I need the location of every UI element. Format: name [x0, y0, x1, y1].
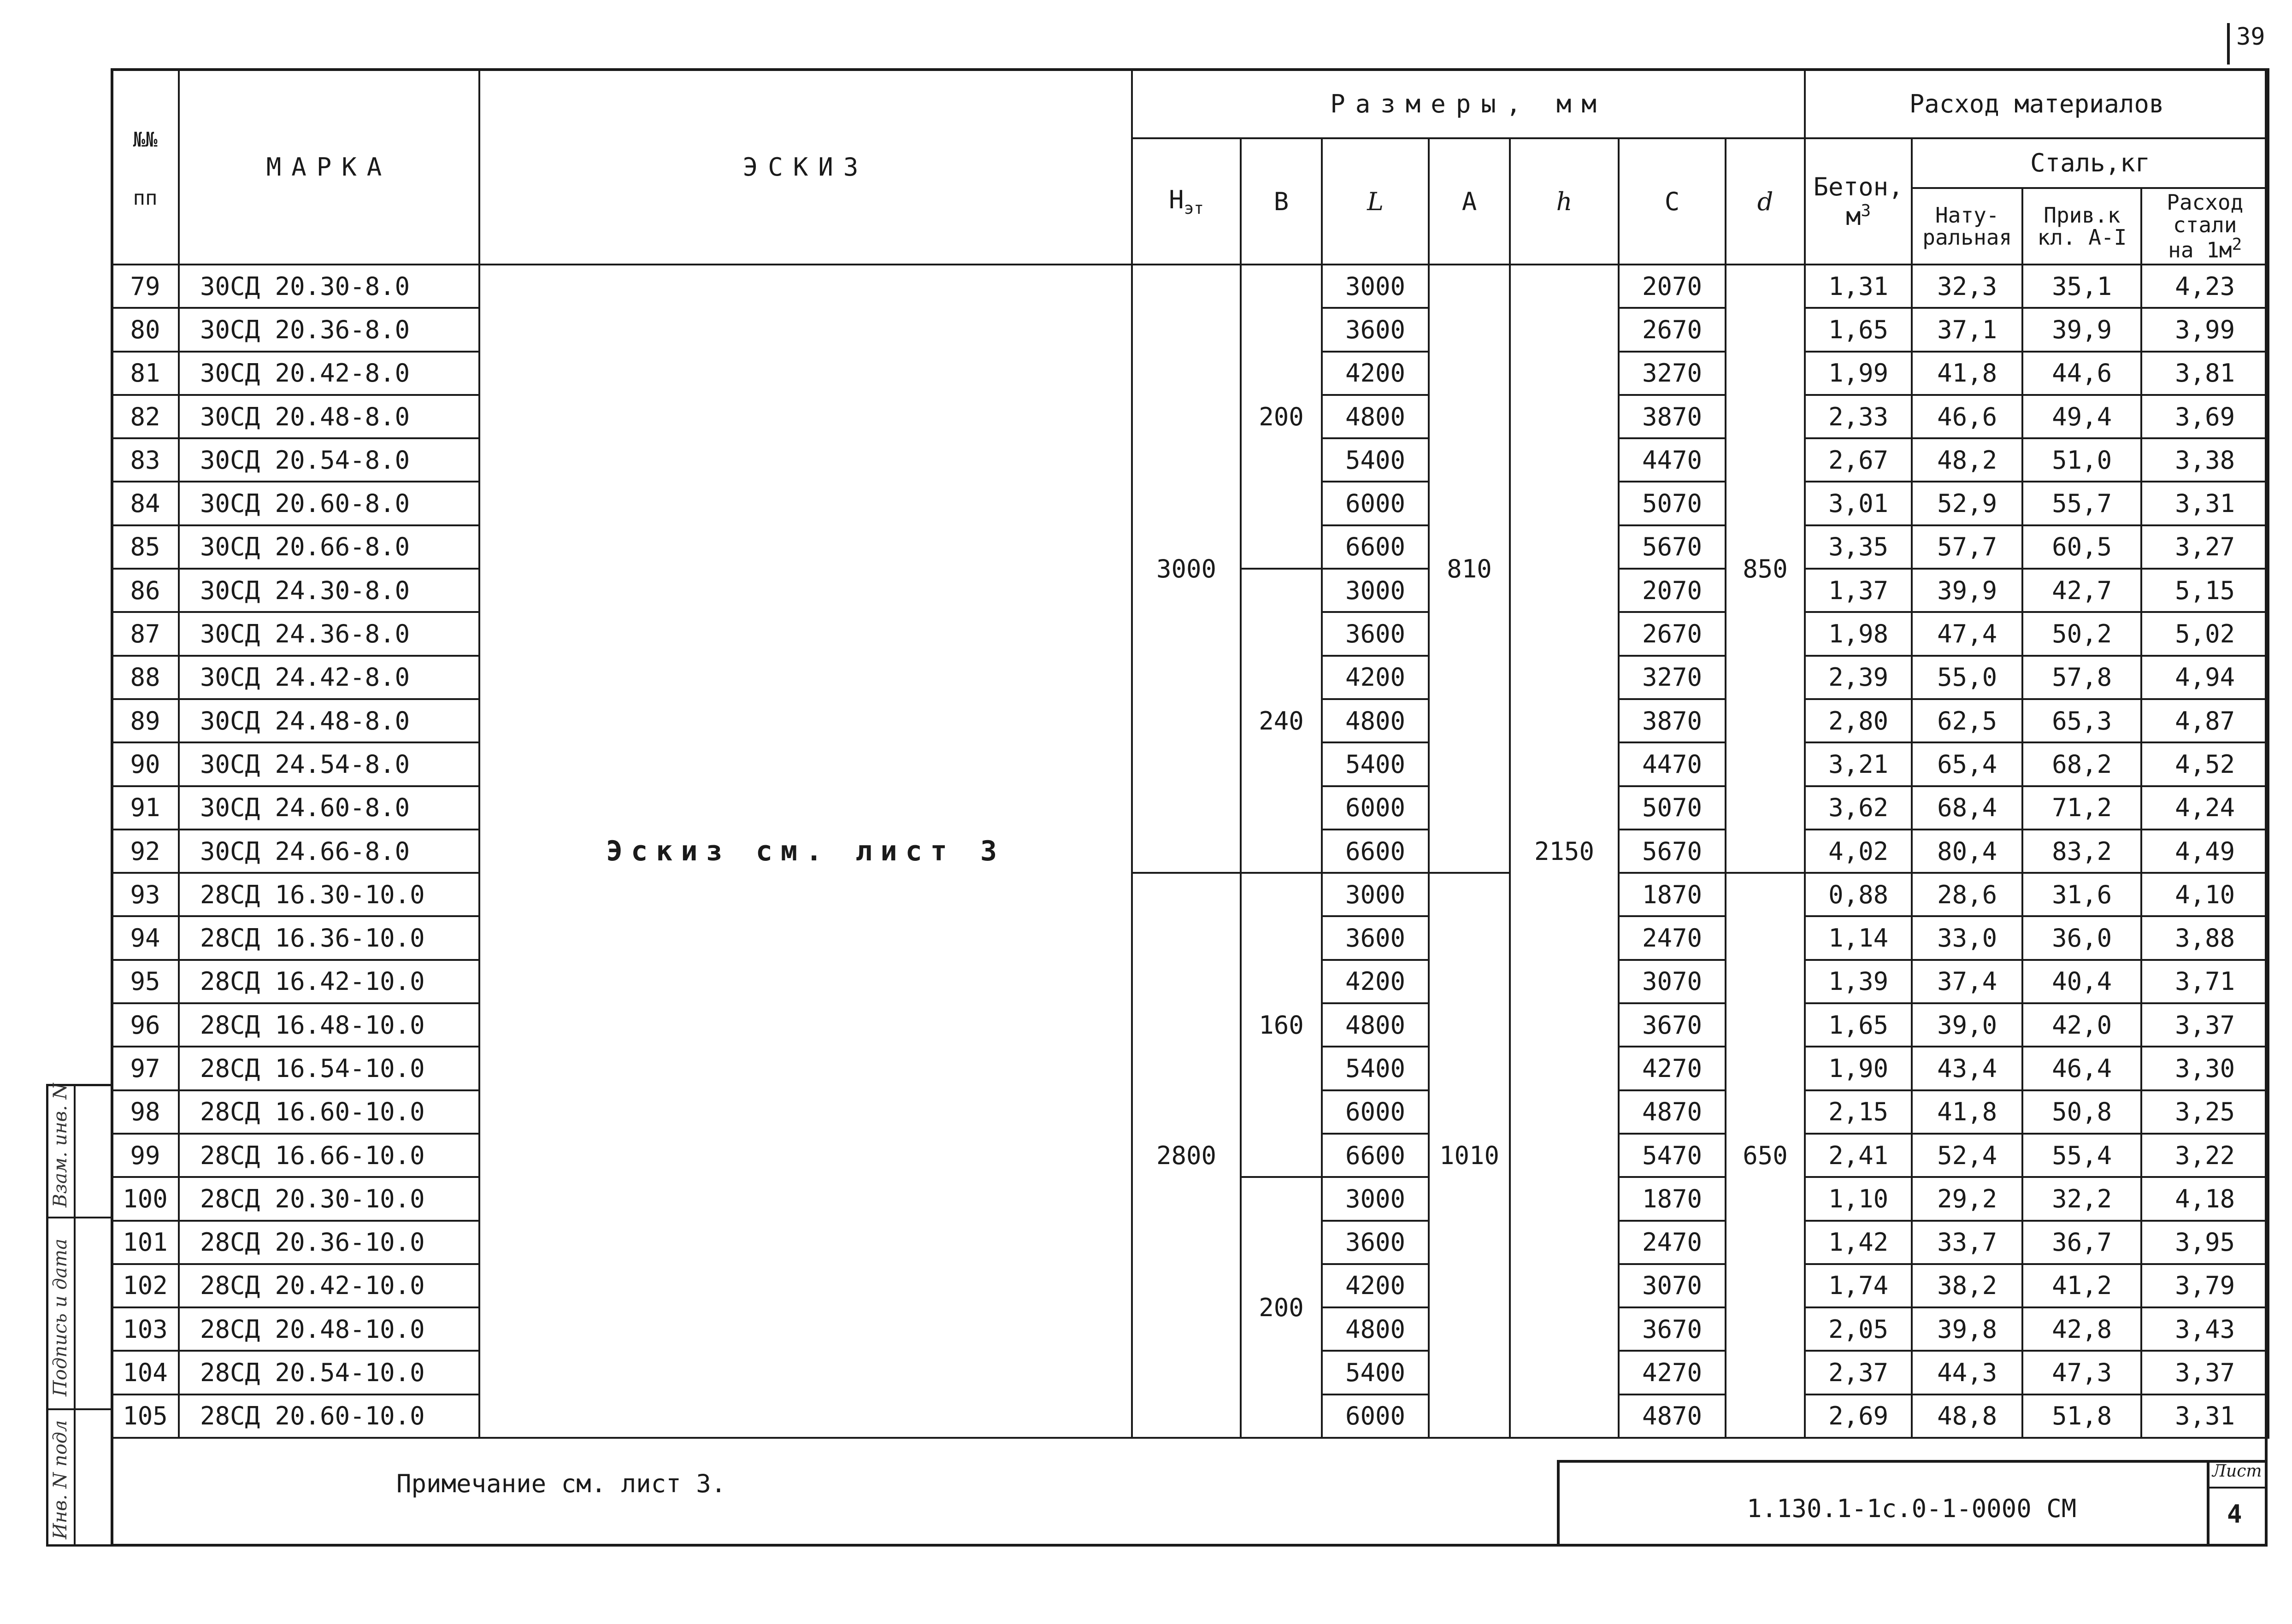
row-c: 3270	[1619, 656, 1726, 699]
header-h-et-label: H	[1169, 185, 1184, 214]
row-beton: 1,10	[1805, 1177, 1912, 1220]
row-steel-natural: 52,4	[1912, 1134, 2022, 1177]
doc-code: 1.130.1-1с.0-1-0000 СМ	[1747, 1494, 2077, 1523]
header-h-et-sub: эт	[1184, 199, 1204, 218]
row-steel-reduced: 50,2	[2022, 612, 2141, 655]
row-l: 5400	[1322, 742, 1429, 786]
row-steel-natural: 52,9	[1912, 482, 2022, 525]
group-h-et: 3000	[1132, 265, 1241, 873]
row-steel-reduced: 47,3	[2022, 1351, 2141, 1394]
row-number: 80	[112, 308, 179, 351]
row-l: 6600	[1322, 525, 1429, 569]
row-steel-reduced: 46,4	[2022, 1047, 2141, 1090]
row-c: 5070	[1619, 786, 1726, 830]
row-l: 3600	[1322, 308, 1429, 351]
row-steel-reduced: 40,4	[2022, 960, 2141, 1003]
row-c: 4270	[1619, 1047, 1726, 1090]
row-steel-reduced: 60,5	[2022, 525, 2141, 569]
row-mark: 28СД 16.54-10.0	[179, 1047, 479, 1090]
header-sketch: ЭСКИЗ	[479, 69, 1132, 265]
row-steel-natural: 65,4	[1912, 742, 2022, 786]
row-beton: 3,01	[1805, 482, 1912, 525]
row-number: 83	[112, 438, 179, 482]
group-a: 1010	[1429, 873, 1510, 1438]
row-mark: 28СД 16.36-10.0	[179, 916, 479, 959]
row-c: 4470	[1619, 438, 1726, 482]
header-steel: Сталь,кг	[1913, 139, 2268, 189]
row-mark: 30СД 24.48-8.0	[179, 699, 479, 742]
row-c: 5470	[1619, 1134, 1726, 1177]
row-steel-natural: 29,2	[1912, 1177, 2022, 1220]
row-mark: 28СД 16.60-10.0	[179, 1090, 479, 1134]
row-mark: 30СД 20.60-8.0	[179, 482, 479, 525]
row-l: 4800	[1322, 699, 1429, 742]
row-number: 79	[112, 265, 179, 308]
row-steel-reduced: 36,7	[2022, 1221, 2141, 1264]
row-beton: 1,74	[1805, 1264, 1912, 1307]
row-steel-reduced: 31,6	[2022, 873, 2141, 916]
row-mark: 30СД 20.54-8.0	[179, 438, 479, 482]
row-c: 4270	[1619, 1351, 1726, 1394]
row-c: 2070	[1619, 265, 1726, 308]
header-materials: Расход материалов	[1805, 69, 2268, 138]
header-beton-sup: 3	[1861, 201, 1871, 220]
list-label: Лист	[2212, 1462, 2262, 1481]
row-mark: 30СД 24.66-8.0	[179, 830, 479, 873]
row-l: 6600	[1322, 830, 1429, 873]
row-steel-natural: 80,4	[1912, 830, 2022, 873]
row-mark: 28СД 20.30-10.0	[179, 1177, 479, 1220]
group-d: 650	[1726, 873, 1805, 1438]
row-steel-per-m2: 4,24	[2141, 786, 2268, 830]
row-c: 3870	[1619, 395, 1726, 438]
row-l: 5400	[1322, 438, 1429, 482]
row-steel-per-m2: 3,38	[2141, 438, 2268, 482]
row-steel-natural: 48,8	[1912, 1395, 2022, 1438]
row-steel-reduced: 51,0	[2022, 438, 2141, 482]
sheet-frame	[111, 68, 2268, 1547]
row-beton: 2,69	[1805, 1395, 1912, 1438]
row-l: 4200	[1322, 656, 1429, 699]
row-steel-natural: 41,8	[1912, 1090, 2022, 1134]
row-steel-per-m2: 3,25	[2141, 1090, 2268, 1134]
row-steel-reduced: 36,0	[2022, 916, 2141, 959]
row-steel-reduced: 55,4	[2022, 1134, 2141, 1177]
row-l: 4200	[1322, 1264, 1429, 1307]
row-number: 89	[112, 699, 179, 742]
row-steel-natural: 38,2	[1912, 1264, 2022, 1307]
row-steel-reduced: 68,2	[2022, 742, 2141, 786]
row-c: 4870	[1619, 1395, 1726, 1438]
row-l: 3600	[1322, 612, 1429, 655]
row-beton: 0,88	[1805, 873, 1912, 916]
row-steel-natural: 33,7	[1912, 1221, 2022, 1264]
row-steel-per-m2: 3,88	[2141, 916, 2268, 959]
row-steel-natural: 57,7	[1912, 525, 2022, 569]
row-c: 2470	[1619, 1221, 1726, 1264]
page-number: 39	[2236, 23, 2265, 51]
row-steel-per-m2: 5,02	[2141, 612, 2268, 655]
row-steel-per-m2: 3,71	[2141, 960, 2268, 1003]
header-num-pp: пп	[133, 186, 158, 210]
row-l: 3600	[1322, 1221, 1429, 1264]
row-number: 94	[112, 916, 179, 959]
group-h-et: 2800	[1132, 873, 1241, 1438]
row-steel-per-m2: 4,87	[2141, 699, 2268, 742]
row-c: 1870	[1619, 1177, 1726, 1220]
row-steel-reduced: 57,8	[2022, 656, 2141, 699]
row-l: 3600	[1322, 916, 1429, 959]
header-rashod-sup: 2	[2232, 235, 2242, 254]
row-steel-per-m2: 3,30	[2141, 1047, 2268, 1090]
row-c: 5670	[1619, 830, 1726, 873]
row-beton: 2,39	[1805, 656, 1912, 699]
row-number: 95	[112, 960, 179, 1003]
row-steel-per-m2: 4,49	[2141, 830, 2268, 873]
row-steel-natural: 39,9	[1912, 569, 2022, 612]
group-b: 240	[1241, 569, 1322, 873]
row-c: 4470	[1619, 742, 1726, 786]
row-number: 98	[112, 1090, 179, 1134]
row-steel-per-m2: 3,43	[2141, 1307, 2268, 1351]
row-mark: 28СД 20.48-10.0	[179, 1307, 479, 1351]
header-a: A	[1429, 138, 1510, 265]
row-c: 3070	[1619, 960, 1726, 1003]
row-mark: 28СД 16.48-10.0	[179, 1003, 479, 1047]
row-mark: 28СД 16.30-10.0	[179, 873, 479, 916]
row-number: 105	[112, 1395, 179, 1438]
row-steel-per-m2: 3,37	[2141, 1351, 2268, 1394]
row-number: 96	[112, 1003, 179, 1047]
row-l: 6000	[1322, 1090, 1429, 1134]
group-h: 2150	[1510, 265, 1619, 1438]
row-c: 3270	[1619, 352, 1726, 395]
row-number: 91	[112, 786, 179, 830]
row-c: 3670	[1619, 1003, 1726, 1047]
row-steel-per-m2: 3,27	[2141, 525, 2268, 569]
header-h: h	[1510, 138, 1619, 265]
row-steel-reduced: 55,7	[2022, 482, 2141, 525]
sketch-note: Эскиз см. лист 3	[479, 265, 1132, 1438]
row-steel-natural: 37,4	[1912, 960, 2022, 1003]
row-number: 84	[112, 482, 179, 525]
row-beton: 2,67	[1805, 438, 1912, 482]
row-number: 90	[112, 742, 179, 786]
row-l: 5400	[1322, 1047, 1429, 1090]
row-c: 4870	[1619, 1090, 1726, 1134]
row-mark: 28СД 16.42-10.0	[179, 960, 479, 1003]
row-c: 2070	[1619, 569, 1726, 612]
row-l: 6000	[1322, 1395, 1429, 1438]
row-beton: 4,02	[1805, 830, 1912, 873]
row-steel-per-m2: 3,69	[2141, 395, 2268, 438]
row-steel-natural: 28,6	[1912, 873, 2022, 916]
header-d: d	[1726, 138, 1805, 265]
header-num-label: №№	[133, 128, 158, 152]
row-l: 4800	[1322, 395, 1429, 438]
row-steel-natural: 47,4	[1912, 612, 2022, 655]
row-c: 3670	[1619, 1307, 1726, 1351]
row-number: 81	[112, 352, 179, 395]
row-steel-natural: 37,1	[1912, 308, 2022, 351]
row-steel-reduced: 32,2	[2022, 1177, 2141, 1220]
row-number: 93	[112, 873, 179, 916]
row-steel-reduced: 41,2	[2022, 1264, 2141, 1307]
row-c: 2670	[1619, 612, 1726, 655]
row-steel-per-m2: 3,31	[2141, 1395, 2268, 1438]
row-steel-per-m2: 3,99	[2141, 308, 2268, 351]
row-beton: 2,41	[1805, 1134, 1912, 1177]
row-number: 97	[112, 1047, 179, 1090]
row-l: 3000	[1322, 265, 1429, 308]
row-l: 6000	[1322, 482, 1429, 525]
row-number: 103	[112, 1307, 179, 1351]
row-number: 99	[112, 1134, 179, 1177]
row-l: 3000	[1322, 873, 1429, 916]
row-beton: 1,37	[1805, 569, 1912, 612]
row-beton: 1,99	[1805, 352, 1912, 395]
row-mark: 30СД 20.30-8.0	[179, 265, 479, 308]
row-beton: 1,14	[1805, 916, 1912, 959]
row-steel-natural: 39,0	[1912, 1003, 2022, 1047]
footer-note: Примечание см. лист 3.	[396, 1469, 726, 1498]
row-mark: 28СД 16.66-10.0	[179, 1134, 479, 1177]
row-steel-per-m2: 3,31	[2141, 482, 2268, 525]
row-steel-reduced: 35,1	[2022, 265, 2141, 308]
header-priv: Прив.к кл. A-I	[2023, 189, 2142, 264]
header-sizes: Размеры, мм	[1132, 69, 1805, 138]
row-c: 3070	[1619, 1264, 1726, 1307]
row-mark: 30СД 20.66-8.0	[179, 525, 479, 569]
row-beton: 3,21	[1805, 742, 1912, 786]
row-mark: 28СД 20.60-10.0	[179, 1395, 479, 1438]
row-c: 2470	[1619, 916, 1726, 959]
row-l: 3000	[1322, 1177, 1429, 1220]
header-mark: МАРКА	[179, 69, 479, 265]
row-c: 5670	[1619, 525, 1726, 569]
row-c: 2670	[1619, 308, 1726, 351]
row-mark: 30СД 20.48-8.0	[179, 395, 479, 438]
group-b: 200	[1241, 265, 1322, 569]
row-steel-natural: 44,3	[1912, 1351, 2022, 1394]
row-c: 3870	[1619, 699, 1726, 742]
row-beton: 2,33	[1805, 395, 1912, 438]
header-beton-unit: м	[1845, 201, 1861, 231]
row-steel-reduced: 51,8	[2022, 1395, 2141, 1438]
header-b: B	[1241, 138, 1322, 265]
row-steel-per-m2: 3,81	[2141, 352, 2268, 395]
header-c: C	[1619, 138, 1726, 265]
row-steel-per-m2: 3,95	[2141, 1221, 2268, 1264]
row-mark: 30СД 20.42-8.0	[179, 352, 479, 395]
row-number: 86	[112, 569, 179, 612]
row-beton: 2,05	[1805, 1307, 1912, 1351]
row-l: 3000	[1322, 569, 1429, 612]
row-number: 82	[112, 395, 179, 438]
list-number: 4	[2227, 1500, 2242, 1529]
row-steel-per-m2: 3,22	[2141, 1134, 2268, 1177]
row-number: 104	[112, 1351, 179, 1394]
row-mark: 30СД 24.54-8.0	[179, 742, 479, 786]
row-steel-natural: 33,0	[1912, 916, 2022, 959]
row-steel-reduced: 50,8	[2022, 1090, 2141, 1134]
row-c: 1870	[1619, 873, 1726, 916]
row-beton: 1,65	[1805, 1003, 1912, 1047]
side-stamp-divider	[74, 1084, 76, 1547]
row-number: 85	[112, 525, 179, 569]
row-steel-reduced: 44,6	[2022, 352, 2141, 395]
row-steel-natural: 39,8	[1912, 1307, 2022, 1351]
row-number: 100	[112, 1177, 179, 1220]
row-beton: 1,90	[1805, 1047, 1912, 1090]
row-number: 87	[112, 612, 179, 655]
row-beton: 2,80	[1805, 699, 1912, 742]
header-rashod-label: Расход стали на $1м^2$	[2167, 190, 2244, 263]
row-steel-natural: 62,5	[1912, 699, 2022, 742]
row-mark: 30СД 24.60-8.0	[179, 786, 479, 830]
row-mark: 30СД 24.36-8.0	[179, 612, 479, 655]
side-stamp-podpis: Подпись и дата	[50, 1238, 71, 1396]
row-steel-reduced: 42,7	[2022, 569, 2141, 612]
row-steel-per-m2: 4,10	[2141, 873, 2268, 916]
row-steel-per-m2: 4,52	[2141, 742, 2268, 786]
row-steel-reduced: 65,3	[2022, 699, 2141, 742]
row-steel-per-m2: 5,15	[2141, 569, 2268, 612]
row-beton: 1,65	[1805, 308, 1912, 351]
side-stamp-inv: Инв. N подл	[50, 1420, 71, 1539]
list-divider	[2207, 1487, 2268, 1489]
side-stamp-row-line	[46, 1217, 113, 1218]
header-l: L	[1322, 138, 1429, 265]
side-stamp-vzam: Взам. инв. N	[50, 1083, 71, 1207]
row-l: 4800	[1322, 1003, 1429, 1047]
row-steel-natural: 32,3	[1912, 265, 2022, 308]
row-steel-natural: 55,0	[1912, 656, 2022, 699]
row-l: 6000	[1322, 786, 1429, 830]
group-b: 160	[1241, 873, 1322, 1177]
row-steel-reduced: 49,4	[2022, 395, 2141, 438]
row-beton: 1,98	[1805, 612, 1912, 655]
row-number: 88	[112, 656, 179, 699]
row-beton: 2,37	[1805, 1351, 1912, 1394]
row-l: 4200	[1322, 352, 1429, 395]
row-c: 5070	[1619, 482, 1726, 525]
row-steel-natural: 48,2	[1912, 438, 2022, 482]
group-a: 810	[1429, 265, 1510, 873]
row-steel-natural: 46,6	[1912, 395, 2022, 438]
row-beton: 2,15	[1805, 1090, 1912, 1134]
row-steel-reduced: 71,2	[2022, 786, 2141, 830]
page-number-bar	[2227, 23, 2230, 65]
row-mark: 28СД 20.42-10.0	[179, 1264, 479, 1307]
row-l: 6600	[1322, 1134, 1429, 1177]
row-number: 92	[112, 830, 179, 873]
header-natur: Нату- ральная	[1913, 189, 2023, 264]
row-steel-per-m2: 4,94	[2141, 656, 2268, 699]
row-l: 5400	[1322, 1351, 1429, 1394]
row-steel-reduced: 42,0	[2022, 1003, 2141, 1047]
row-beton: 1,42	[1805, 1221, 1912, 1264]
row-steel-reduced: 39,9	[2022, 308, 2141, 351]
side-stamp-row-line	[46, 1408, 113, 1410]
group-d: 850	[1726, 265, 1805, 873]
row-mark: 28СД 20.54-10.0	[179, 1351, 479, 1394]
row-mark: 30СД 24.42-8.0	[179, 656, 479, 699]
header-beton-label: Бетон,	[1813, 172, 1903, 201]
row-steel-reduced: 83,2	[2022, 830, 2141, 873]
row-mark: 28СД 20.36-10.0	[179, 1221, 479, 1264]
row-steel-natural: 41,8	[1912, 352, 2022, 395]
group-b: 200	[1241, 1177, 1322, 1438]
row-mark: 30СД 20.36-8.0	[179, 308, 479, 351]
row-steel-per-m2: 3,37	[2141, 1003, 2268, 1047]
row-steel-natural: 43,4	[1912, 1047, 2022, 1090]
row-beton: 3,62	[1805, 786, 1912, 830]
row-steel-per-m2: 3,79	[2141, 1264, 2268, 1307]
row-number: 101	[112, 1221, 179, 1264]
row-beton: 1,31	[1805, 265, 1912, 308]
row-steel-reduced: 42,8	[2022, 1307, 2141, 1351]
row-number: 102	[112, 1264, 179, 1307]
row-mark: 30СД 24.30-8.0	[179, 569, 479, 612]
row-beton: 1,39	[1805, 960, 1912, 1003]
row-l: 4800	[1322, 1307, 1429, 1351]
row-steel-per-m2: 4,23	[2141, 265, 2268, 308]
row-beton: 3,35	[1805, 525, 1912, 569]
row-steel-per-m2: 4,18	[2141, 1177, 2268, 1220]
row-l: 4200	[1322, 960, 1429, 1003]
row-steel-natural: 68,4	[1912, 786, 2022, 830]
